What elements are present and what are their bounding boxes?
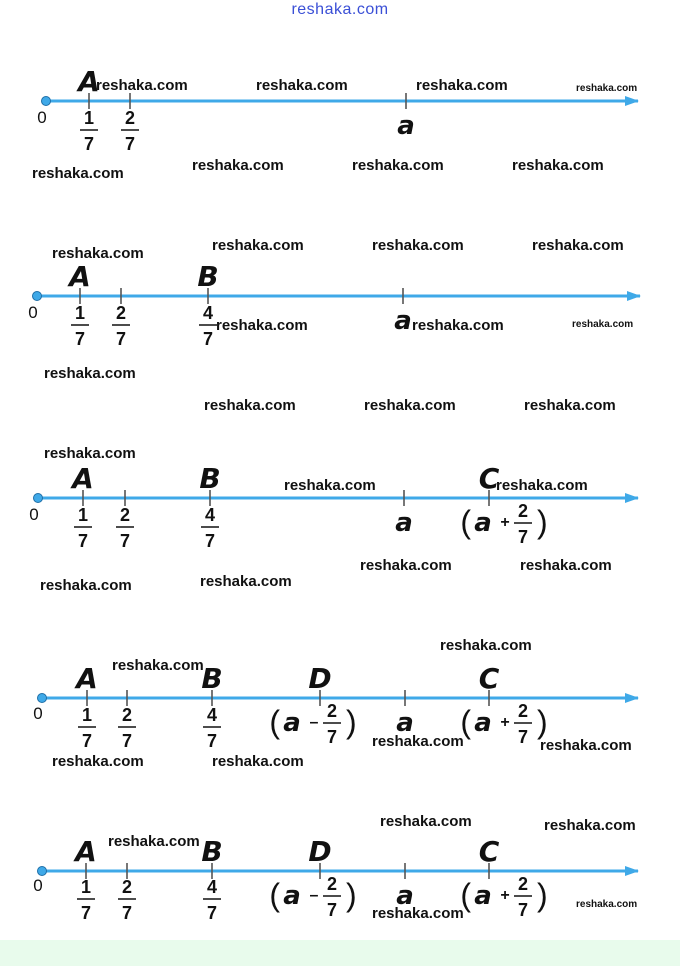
fraction-denominator: 7	[121, 903, 133, 923]
watermark-text: reshaka.com	[40, 577, 132, 594]
point-label-a: A	[78, 65, 100, 98]
fraction-numerator: 4	[206, 877, 218, 897]
watermark-text: reshaka.com	[524, 397, 616, 414]
paren-close: )	[537, 877, 548, 913]
watermark-text: reshaka.com	[360, 557, 452, 574]
fraction-denominator: 7	[81, 731, 93, 751]
point-label-a: A	[76, 662, 98, 695]
watermark-text: reshaka.com	[364, 397, 456, 414]
fraction-numerator: 2	[119, 505, 131, 525]
fraction-2-7	[118, 877, 136, 923]
fraction-numerator: 2	[121, 877, 133, 897]
origin-dot	[34, 494, 43, 503]
variable-a: a	[474, 508, 492, 538]
paren-open: (	[460, 504, 471, 540]
fraction-numerator: 2	[517, 501, 529, 521]
fraction-2-7	[514, 874, 532, 920]
fraction-denominator: 7	[80, 903, 92, 923]
number-line-2	[28, 260, 640, 349]
point-label-a: A	[75, 835, 97, 868]
paren-close: )	[346, 877, 357, 913]
paren-open: (	[460, 704, 471, 740]
variable-a: a	[283, 708, 301, 738]
fraction-denominator: 7	[206, 731, 218, 751]
fraction-4-7	[203, 877, 221, 923]
fraction-4-7	[199, 303, 217, 349]
label-a: a	[395, 508, 413, 538]
origin-label: 0	[33, 704, 43, 723]
watermark-text: reshaka.com	[44, 445, 136, 462]
fraction-numerator: 1	[81, 705, 93, 725]
origin-label: 0	[29, 505, 39, 524]
point-label-c: C	[478, 835, 500, 868]
watermark-text: reshaka.com	[44, 365, 136, 382]
point-label-b: B	[197, 260, 219, 293]
watermark-text: reshaka.com	[96, 77, 188, 94]
fraction-numerator: 2	[326, 701, 338, 721]
fraction-2-7	[112, 303, 130, 349]
fraction-2-7	[514, 701, 532, 747]
fraction-2-7	[514, 501, 532, 547]
plus-sign: +	[500, 714, 510, 731]
variable-a: a	[474, 708, 492, 738]
watermark-text: reshaka.com	[412, 317, 504, 334]
origin-dot	[33, 292, 42, 301]
watermark-text: reshaka.com	[380, 813, 472, 830]
fraction-denominator: 7	[77, 531, 89, 551]
watermark-text: reshaka.com	[204, 397, 296, 414]
fraction-numerator: 2	[517, 874, 529, 894]
fraction-numerator: 4	[202, 303, 214, 323]
variable-a: a	[283, 881, 301, 911]
fraction-denominator: 7	[204, 531, 216, 551]
watermark-text: reshaka.com	[212, 753, 304, 770]
fraction-numerator: 2	[124, 108, 136, 128]
fraction-denominator: 7	[326, 727, 338, 747]
fraction-denominator: 7	[326, 900, 338, 920]
watermark-text: reshaka.com	[32, 165, 124, 182]
watermark-text: reshaka.com	[520, 557, 612, 574]
fraction-numerator: 1	[80, 877, 92, 897]
watermark-text: reshaka.com	[512, 157, 604, 174]
fraction-numerator: 2	[517, 701, 529, 721]
watermark-text: reshaka.com	[496, 477, 588, 494]
label-a: a	[397, 111, 415, 141]
watermark-text: reshaka.com	[572, 319, 634, 330]
fraction-numerator: 1	[74, 303, 86, 323]
expression-a-plus-2-7	[460, 701, 547, 747]
watermark-text: reshaka.com	[108, 833, 200, 850]
fraction-denominator: 7	[74, 329, 86, 349]
label-a: a	[394, 306, 412, 336]
number-line-3	[29, 462, 638, 551]
point-label-a: A	[72, 462, 94, 495]
fraction-1-7	[71, 303, 89, 349]
plus-sign: +	[500, 514, 510, 531]
watermark-text: reshaka.com	[352, 157, 444, 174]
fraction-denominator: 7	[517, 727, 529, 747]
watermark-text: reshaka.com	[192, 157, 284, 174]
fraction-denominator: 7	[119, 531, 131, 551]
watermark-text: reshaka.com	[540, 737, 632, 754]
watermark-text: reshaka.com	[372, 733, 464, 750]
fraction-denominator: 7	[115, 329, 127, 349]
point-label-d: D	[308, 835, 332, 868]
origin-label: 0	[33, 876, 43, 895]
expression-a-minus-2-7	[269, 874, 356, 920]
minus-sign: –	[309, 714, 319, 731]
minus-sign: –	[309, 887, 319, 904]
fraction-1-7	[80, 108, 98, 154]
paren-close: )	[537, 704, 548, 740]
watermark-text: reshaka.com	[112, 657, 204, 674]
point-label-b: B	[201, 835, 223, 868]
paren-open: (	[460, 877, 471, 913]
fraction-denominator: 7	[124, 134, 136, 154]
origin-label: 0	[37, 108, 47, 127]
paren-open: (	[269, 704, 280, 740]
watermark-text: reshaka.com	[544, 817, 636, 834]
watermark-text: reshaka.com	[212, 237, 304, 254]
expression-a-plus-2-7	[460, 501, 547, 547]
fraction-2-7	[121, 108, 139, 154]
point-label-a: A	[69, 260, 91, 293]
fraction-1-7	[78, 705, 96, 751]
plus-sign: +	[500, 887, 510, 904]
fraction-numerator: 2	[115, 303, 127, 323]
fraction-denominator: 7	[121, 731, 133, 751]
watermark-text: reshaka.com	[416, 77, 508, 94]
point-label-b: B	[199, 462, 221, 495]
fraction-numerator: 4	[206, 705, 218, 725]
fraction-4-7	[203, 705, 221, 751]
watermark-text: reshaka.com	[200, 573, 292, 590]
point-label-b: B	[201, 662, 223, 695]
expression-a-plus-2-7	[460, 874, 547, 920]
paren-open: (	[269, 877, 280, 913]
watermark-text: reshaka.com	[256, 77, 348, 94]
origin-dot	[38, 694, 47, 703]
label-a: a	[396, 708, 414, 738]
watermark-text: reshaka.com	[372, 237, 464, 254]
fraction-1-7	[77, 877, 95, 923]
origin-dot	[38, 867, 47, 876]
origin-dot	[42, 97, 51, 106]
watermark-text: reshaka.com	[532, 237, 624, 254]
watermark-text: reshaka.com	[576, 899, 638, 910]
fraction-2-7	[118, 705, 136, 751]
number-lines-layer	[28, 65, 640, 923]
fraction-2-7	[116, 505, 134, 551]
watermark-text: reshaka.com	[372, 905, 464, 922]
point-label-c: C	[478, 662, 500, 695]
site-header-link[interactable]: reshaka.com	[291, 1, 389, 18]
variable-a: a	[474, 881, 492, 911]
origin-label: 0	[28, 303, 38, 322]
watermark-text: reshaka.com	[52, 245, 144, 262]
fraction-denominator: 7	[517, 900, 529, 920]
fraction-numerator: 4	[204, 505, 216, 525]
fraction-2-7	[323, 701, 341, 747]
watermark-text: reshaka.com	[440, 637, 532, 654]
watermark-text: reshaka.com	[216, 317, 308, 334]
watermark-text: reshaka.com	[284, 477, 376, 494]
fraction-numerator: 1	[77, 505, 89, 525]
watermark-text: reshaka.com	[576, 83, 638, 94]
fraction-numerator: 2	[121, 705, 133, 725]
fraction-numerator: 2	[326, 874, 338, 894]
point-label-d: D	[308, 662, 332, 695]
fraction-denominator: 7	[202, 329, 214, 349]
expression-a-minus-2-7	[269, 701, 356, 747]
watermark-text: reshaka.com	[52, 753, 144, 770]
fraction-2-7	[323, 874, 341, 920]
number-line-4	[33, 662, 638, 751]
fraction-denominator: 7	[517, 527, 529, 547]
fraction-1-7	[74, 505, 92, 551]
point-label-c: C	[478, 462, 500, 495]
fraction-numerator: 1	[83, 108, 95, 128]
paren-close: )	[346, 704, 357, 740]
paren-close: )	[537, 504, 548, 540]
fraction-denominator: 7	[206, 903, 218, 923]
fraction-4-7	[201, 505, 219, 551]
label-a: a	[396, 881, 414, 911]
fraction-denominator: 7	[83, 134, 95, 154]
